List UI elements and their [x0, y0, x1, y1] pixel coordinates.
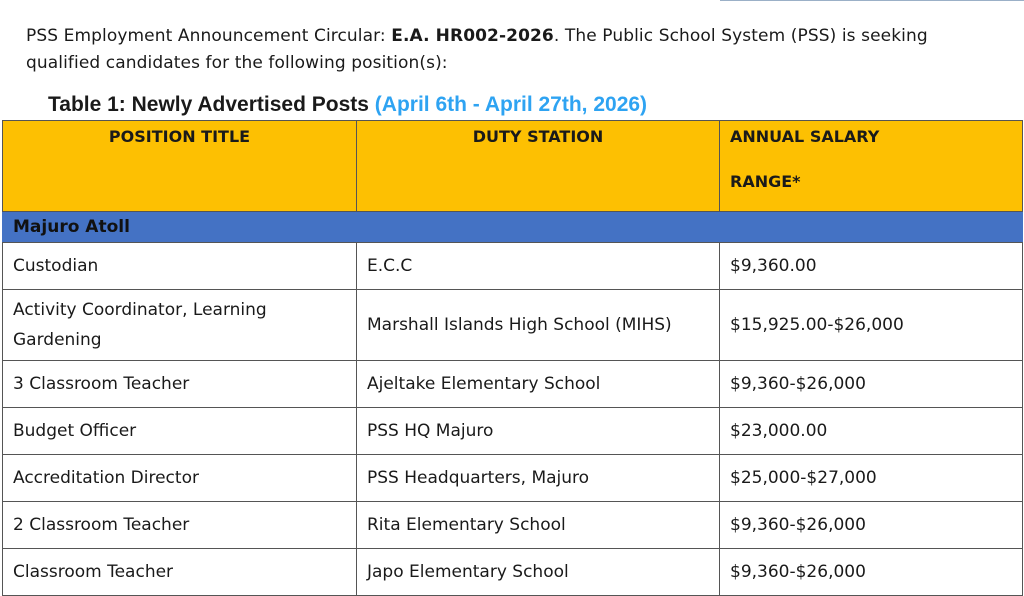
- group-label: Majuro Atoll: [3, 212, 1023, 243]
- caption-date-range: (April 6th - April 27th, 2026): [374, 93, 648, 116]
- page-top-rule: [720, 0, 1024, 1]
- table-row: [3, 408, 1023, 455]
- cell-salary: $23,000.00: [720, 408, 1023, 455]
- header-salary-line1: ANNUAL SALARY: [730, 127, 880, 146]
- group-row: [3, 212, 1023, 243]
- intro-suffix: . The Public School System (PSS) is seeking qualified candidates for the following position(s):: [26, 26, 928, 73]
- table-row: [3, 549, 1023, 596]
- caption-title: Table 1: Newly Advertised Posts: [48, 93, 375, 116]
- header-salary-line2: RANGE*: [730, 172, 801, 191]
- cell-position: Accreditation Director: [3, 455, 357, 502]
- header-position-title: POSITION TITLE: [3, 121, 357, 212]
- circular-id: E.A. HR002-2026: [391, 26, 554, 46]
- cell-station: Marshall Islands High School (MIHS): [357, 290, 720, 361]
- table-row: [3, 290, 1023, 361]
- table-row: [3, 502, 1023, 549]
- header-annual-salary: [720, 121, 1023, 212]
- cell-position: Custodian: [3, 243, 357, 290]
- cell-salary: $9,360.00: [720, 243, 1023, 290]
- cell-station: Rita Elementary School: [357, 502, 720, 549]
- intro-prefix: PSS Employment Announcement Circular:: [26, 26, 392, 46]
- cell-station: E.C.C: [357, 243, 720, 290]
- header-duty-station: DUTY STATION: [357, 121, 720, 212]
- cell-position: Classroom Teacher: [3, 549, 357, 596]
- intro-paragraph: [26, 23, 976, 77]
- cell-salary: $25,000-$27,000: [720, 455, 1023, 502]
- cell-station: PSS Headquarters, Majuro: [357, 455, 720, 502]
- cell-station: PSS HQ Majuro: [357, 408, 720, 455]
- table-caption: [48, 93, 647, 117]
- cell-position: Budget Officer: [3, 408, 357, 455]
- cell-position: 3 Classroom Teacher: [3, 361, 357, 408]
- table-header-row: [3, 121, 1023, 212]
- table-row: [3, 455, 1023, 502]
- cell-salary: $9,360-$26,000: [720, 549, 1023, 596]
- cell-position: Activity Coordinator, Learning Gardening: [3, 290, 357, 361]
- table-row: [3, 361, 1023, 408]
- cell-salary: $9,360-$26,000: [720, 361, 1023, 408]
- cell-station: Ajeltake Elementary School: [357, 361, 720, 408]
- cell-salary: $15,925.00-$26,000: [720, 290, 1023, 361]
- cell-salary: $9,360-$26,000: [720, 502, 1023, 549]
- cell-position: 2 Classroom Teacher: [3, 502, 357, 549]
- cell-station: Japo Elementary School: [357, 549, 720, 596]
- positions-table: [2, 120, 1023, 596]
- table-row: [3, 243, 1023, 290]
